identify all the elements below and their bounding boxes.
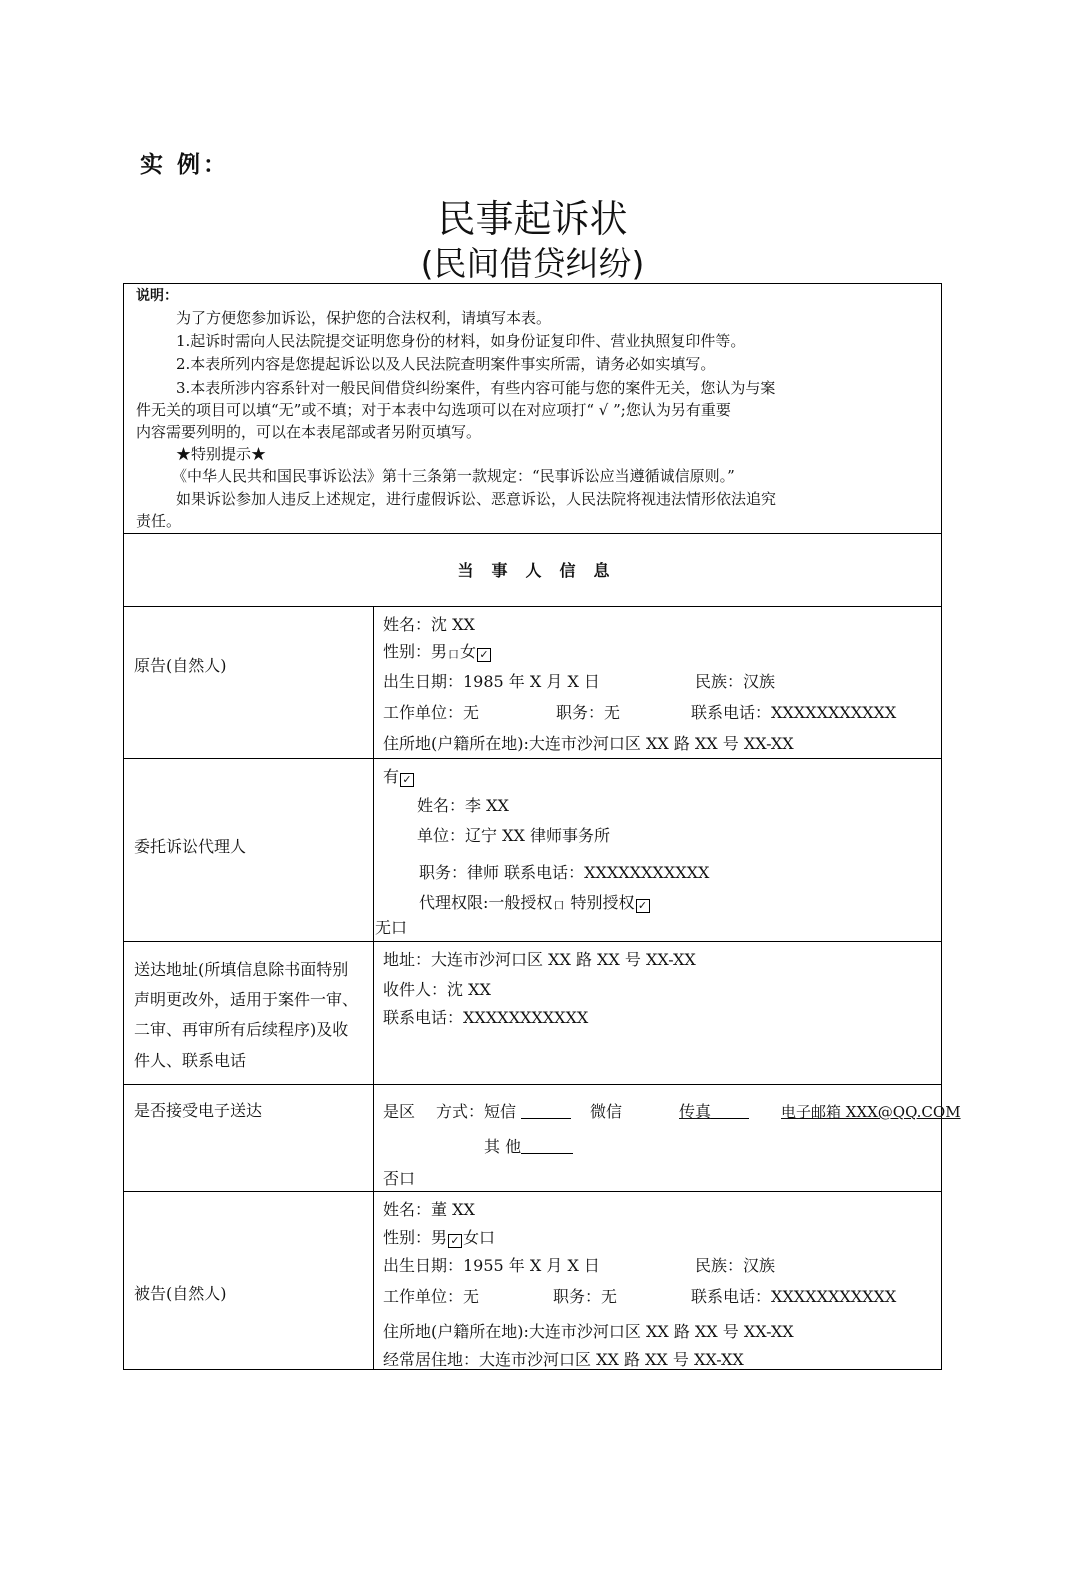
sms-blank[interactable] — [521, 1104, 571, 1119]
agent-none-label: 无 — [375, 918, 392, 937]
instruction-line: 内容需要列明的，可以在本表尾部或者另附页填写。 — [136, 423, 482, 441]
special-notice-heading: ★特别提示★ — [176, 445, 267, 463]
row-divider — [124, 941, 941, 942]
plaintiff-address[interactable]: 住所地(户籍所在地):大连市沙河口区 XX 路 XX 号 XX-XX — [383, 734, 794, 753]
agent-label: 委托诉讼代理人 — [134, 837, 247, 856]
column-divider — [373, 606, 374, 1370]
row-divider — [124, 1084, 941, 1085]
service-label-line: 二审、再审所有后续程序)及收 — [134, 1020, 349, 1039]
gender-female-label: 女口 — [463, 1228, 496, 1247]
authority-special-label: 特别授权 — [570, 893, 635, 912]
row-divider — [124, 1191, 941, 1192]
agent-has-label: 有 — [383, 767, 400, 786]
defendant-phone[interactable]: 联系电话：XXXXXXXXXXX — [691, 1287, 897, 1306]
defendant-position[interactable]: 职务：无 — [553, 1287, 618, 1306]
document-title: 民事起诉状 — [437, 197, 628, 241]
defendant-name[interactable]: 姓名：董 XX — [383, 1200, 475, 1219]
defendant-gender[interactable] — [383, 1228, 495, 1248]
row-divider — [124, 606, 941, 607]
defendant-employer[interactable]: 工作单位：无 — [383, 1287, 480, 1306]
male-checkbox[interactable]: ✓ — [448, 1234, 462, 1248]
agent-none[interactable] — [375, 918, 407, 938]
instruction-line: 3.本表所涉内容系针对一般民间借贷纠纷案件，有些内容可能与您的案件无关，您认为与案 — [176, 379, 776, 397]
instruction-line: 1.起诉时需向人民法院提交证明您身份的材料，如身份证复印件、营业执照复印件等。 — [176, 332, 746, 350]
instruction-line: 为了方便您参加诉讼，保护您的合法权利，请填写本表。 — [176, 309, 552, 327]
service-label-line: 件人、联系电话 — [134, 1051, 247, 1070]
defendant-birth[interactable]: 出生日期：1955 年 X 月 X 日 — [383, 1256, 600, 1275]
e-service-label: 是否接受电子送达 — [134, 1101, 263, 1120]
defendant-ethnicity[interactable]: 民族：汉族 — [695, 1256, 776, 1275]
other-option[interactable] — [484, 1137, 573, 1157]
authority-general-label: 代理权限:一般授权 — [419, 893, 553, 912]
plaintiff-birth[interactable]: 出生日期：1985 年 X 月 X 日 — [383, 672, 600, 691]
e-service-yes[interactable]: 是区 — [383, 1102, 416, 1121]
agent-none-checkbox[interactable]: 口 — [391, 918, 408, 937]
defendant-label: 被告(自然人) — [134, 1284, 227, 1303]
service-recipient[interactable]: 收件人：沈 XX — [383, 980, 491, 999]
instruction-line: 2.本表所列内容是您提起诉讼以及人民法院查明案件事实所需，请务必如实填写。 — [176, 355, 716, 373]
agent-has-checkbox[interactable]: ✓ — [400, 773, 414, 787]
service-address[interactable]: 地址：大连市沙河口区 XX 路 XX 号 XX-XX — [383, 950, 696, 969]
row-divider — [124, 758, 941, 759]
plaintiff-label: 原告(自然人) — [134, 656, 227, 675]
plaintiff-name[interactable]: 姓名：沈 XX — [383, 615, 475, 634]
agent-authority[interactable] — [419, 893, 651, 913]
e-service-method[interactable] — [436, 1102, 571, 1122]
fax-option[interactable] — [679, 1102, 749, 1122]
agent-position-phone[interactable]: 职务：律师 联系电话：XXXXXXXXXXX — [419, 863, 710, 882]
instruction-line: 如果诉讼参加人违反上述规定，进行虚假诉讼、恶意诉讼，人民法院将视违法情形依法追究 — [176, 490, 777, 508]
plaintiff-employer[interactable]: 工作单位：无 — [383, 703, 480, 722]
plaintiff-phone[interactable]: 联系电话：XXXXXXXXXXX — [691, 703, 897, 722]
other-blank[interactable] — [521, 1139, 573, 1154]
service-label-line: 送达地址(所填信息除书面特别 — [134, 960, 349, 979]
instruction-line: 《中华人民共和国民事诉讼法》第十三条第一款规定：“民事诉讼应当遵循诚信原则。” — [172, 467, 735, 485]
section-title: 当事人信息 — [457, 561, 628, 580]
fax-label: 传真 — [679, 1102, 712, 1121]
plaintiff-ethnicity[interactable]: 民族：汉族 — [695, 672, 776, 691]
plaintiff-gender[interactable] — [383, 642, 492, 662]
authority-special-checkbox[interactable]: ✓ — [636, 899, 650, 913]
other-label: 其 他 — [484, 1137, 522, 1156]
agent-name[interactable]: 姓名：李 XX — [417, 796, 509, 815]
complaint-form — [123, 283, 961, 1370]
authority-general-checkbox[interactable]: 口 — [553, 899, 565, 912]
document-subtitle: (民间借贷纠纷) — [420, 244, 645, 283]
agent-unit[interactable]: 单位：辽宁 XX 律师事务所 — [417, 826, 610, 845]
gender-female-label: 女 — [460, 642, 477, 661]
gender-male-label: 性别：男 — [383, 1228, 448, 1247]
instruction-line: 件无关的项目可以填“无”或不填；对于本表中勾选项可以在对应项打“ √ ”;您认为另有重要 — [136, 401, 731, 419]
instructions-heading: 说明： — [136, 288, 178, 304]
email-option[interactable]: 电子邮箱 XXX@QQ.COM — [781, 1103, 961, 1121]
male-checkbox[interactable]: 口 — [448, 648, 460, 661]
agent-has[interactable] — [383, 767, 415, 787]
e-service-no[interactable]: 否口 — [383, 1169, 416, 1188]
fax-blank[interactable] — [711, 1104, 749, 1119]
example-label: 实 例： — [140, 152, 230, 178]
instruction-line: 责任。 — [136, 512, 182, 530]
plaintiff-position[interactable]: 职务：无 — [556, 703, 621, 722]
row-divider — [124, 533, 941, 534]
sms-label: 方式：短信 — [436, 1102, 517, 1121]
defendant-address[interactable]: 住所地(户籍所在地):大连市沙河口区 XX 路 XX 号 XX-XX — [383, 1322, 794, 1341]
wechat-option[interactable]: 微信 — [590, 1102, 623, 1121]
gender-male-label: 性别：男 — [383, 642, 448, 661]
service-phone[interactable]: 联系电话：XXXXXXXXXXX — [383, 1008, 589, 1027]
service-label-line: 声明更改外，适用于案件一审、 — [134, 990, 359, 1009]
defendant-residence[interactable]: 经常居住地：大连市沙河口区 XX 路 XX 号 XX-XX — [383, 1350, 744, 1369]
female-checkbox[interactable]: ✓ — [477, 648, 491, 662]
